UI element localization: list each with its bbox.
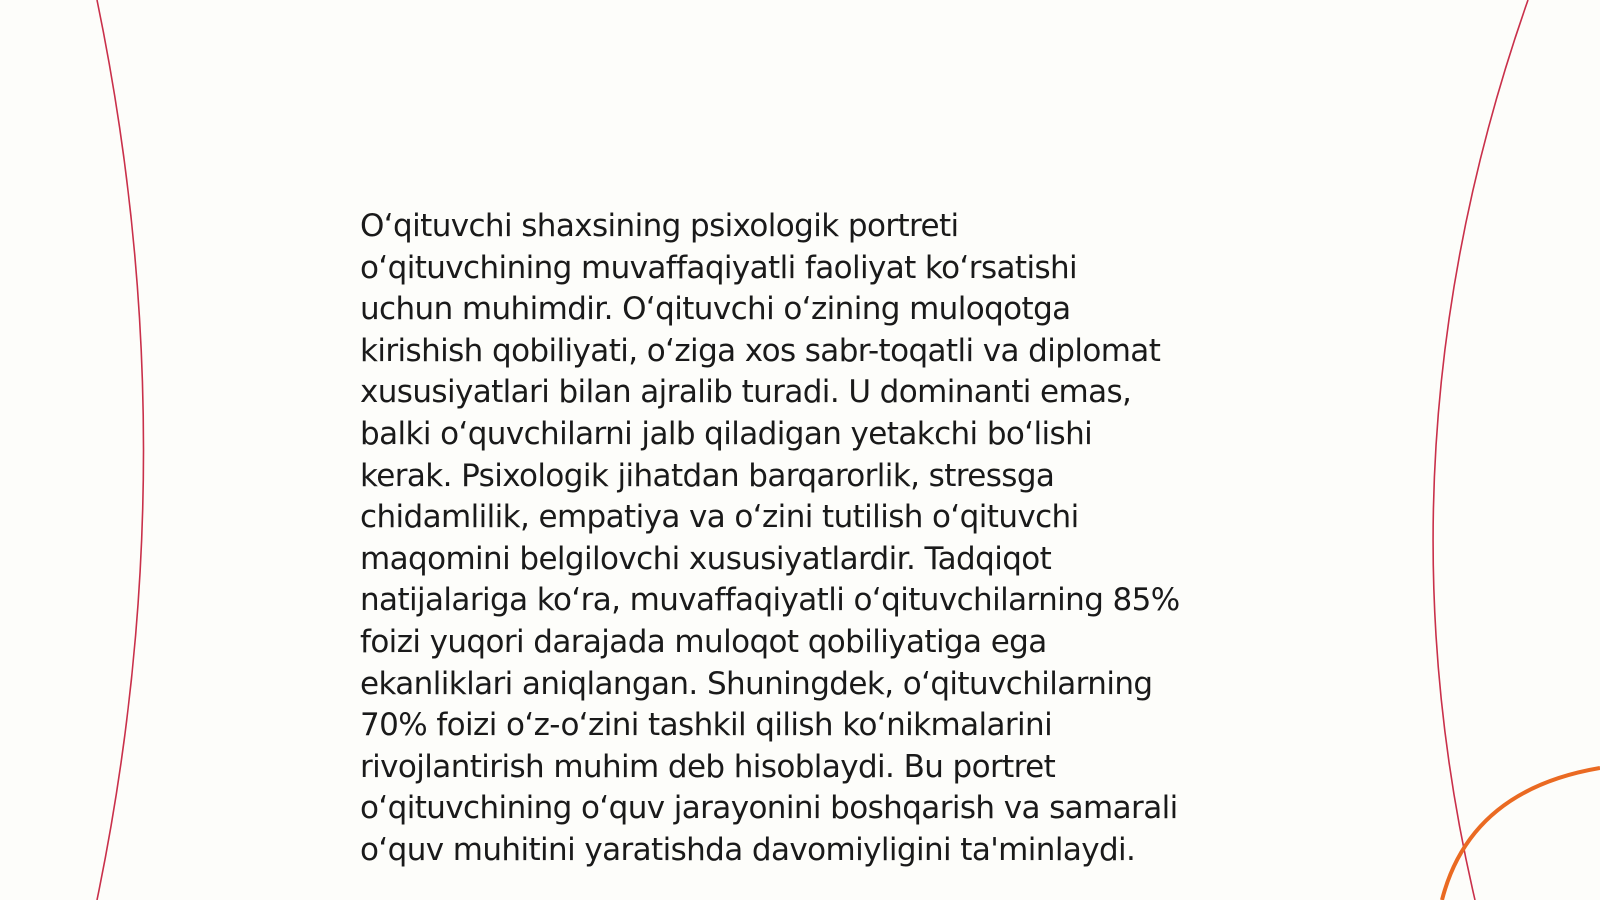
accent-arc [1442,768,1600,900]
body-paragraph: Oʻqituvchi shaxsining psixologik portreti oʻqituvchining muvaffaqiyatli faoliyat koʻrsatishi uchun muhimdir. Oʻqituvchi oʻzining muloqotga kirishish qobiliyati, oʻziga xos sabr-toqatli va diplomat xususiyatlari bilan ajralib turadi. U dominanti emas, balki oʻquvchilarni jalb qiladigan yetakchi boʻlishi kerak. Psixologik jihatdan barqarorlik, stressga chidamlilik, empatiya va oʻzini tutilish oʻqituvchi maqomini belgilovchi xususiyatlardir. Tadqiqot natijalariga koʻra, muvaffaqiyatli oʻqituvchilarning 85% foizi yuqori darajada muloqot qobiliyatiga ega ekanliklari aniqlangan. Shuningdek, oʻqituvchilarning 70% foizi oʻz-oʻzini tashkil qilish koʻnikmalarini rivojlantirish muhim deb hisoblaydi. Bu portret oʻqituvchining oʻquv jarayonini boshqarish va samarali oʻquv muhitini yaratishda davomiyligini ta'minlaydi. [360,208,1180,868]
left-curve-line [97,0,144,900]
right-curve-line [1433,0,1528,900]
